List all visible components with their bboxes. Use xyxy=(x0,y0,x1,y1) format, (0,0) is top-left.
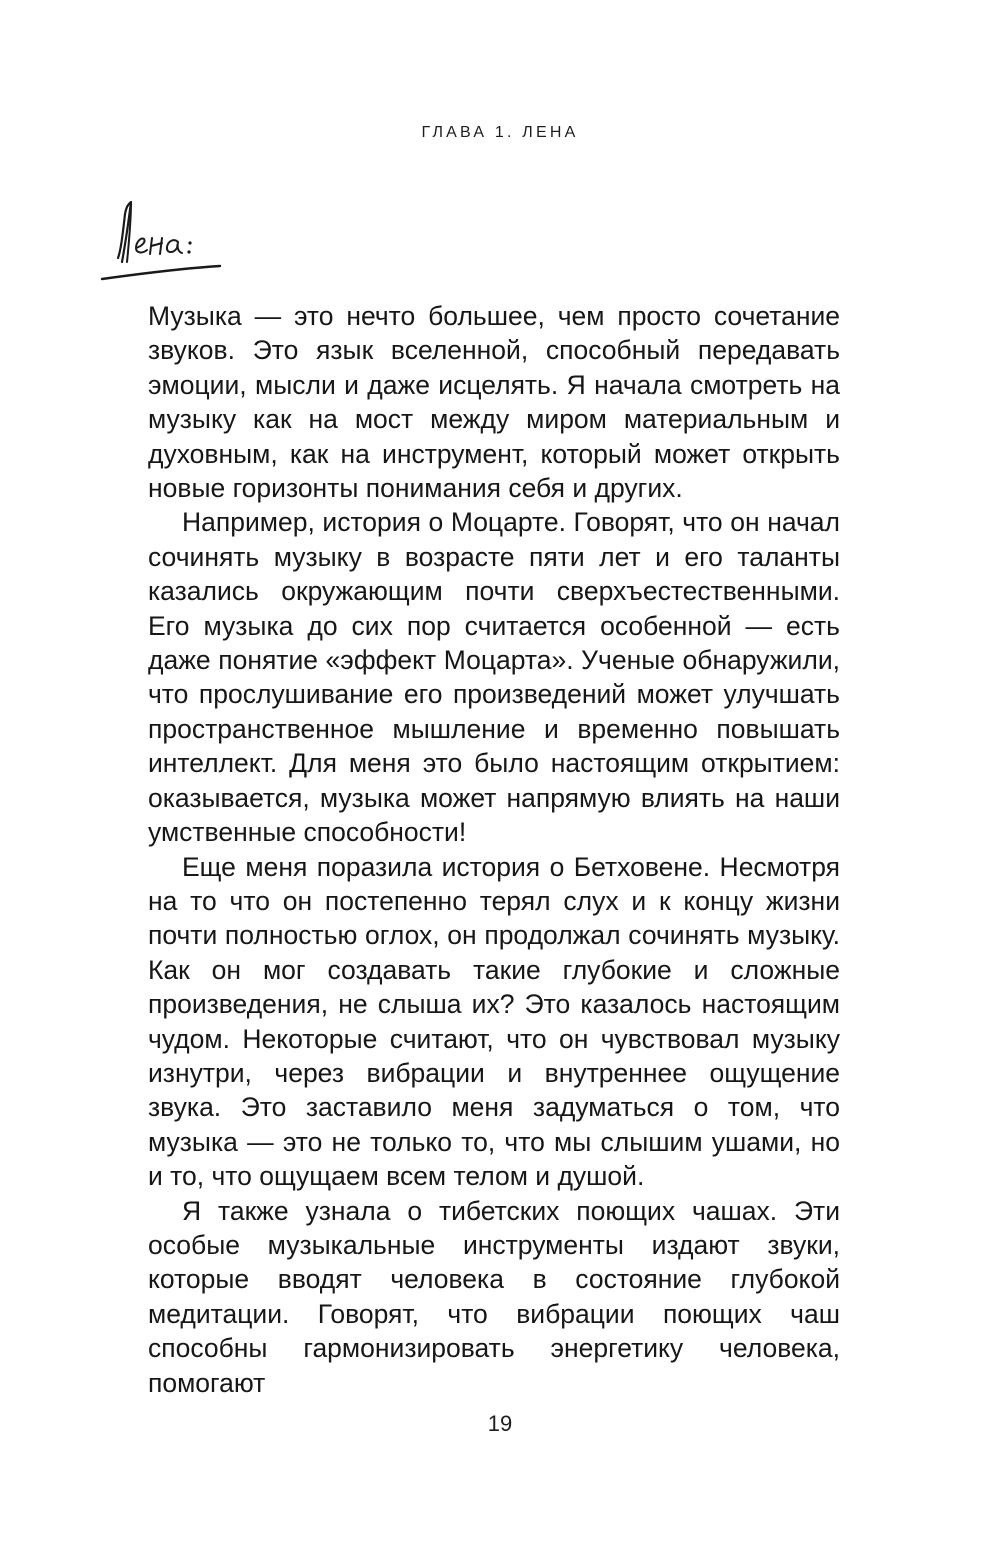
page-number: 19 xyxy=(487,1411,513,1436)
handwritten-signature xyxy=(98,196,233,286)
paragraph: Я также узнала о тибетских поющих чашах. Эти особые музыкальные инструменты издают звуки, которые вводят человека в состояние глубокой медитации. Говорят, что вибрации поющих чаш способны гармонизировать энергетику человека, помогают xyxy=(148,1195,840,1398)
body-text xyxy=(148,299,840,1400)
paragraph: Еще меня поразила история о Бетховене. Несмотря на то что он постепенно терял слух и к концу жизни почти полностью оглох, он продолжал сочинять музыку. Как он мог создавать такие глубокие и сложные произведения, не слыша их? Это казалось настоящим чудом. Некоторые считают, что он чувствовал музыку изнутри, через вибрации и внутреннее ощущение звука. Это заставило меня задуматься о том, что музыка — это не только то, что мы слышим ушами, но и то, что ощущаем всем телом и душой. xyxy=(148,851,840,1192)
paragraph: Музыка — это нечто большее, чем просто сочетание звуков. Это язык вселенной, способный передавать эмоции, мысли и даже исцелять. Я начала смотреть на музыку как на мост между миром материальным и духовным, как на инструмент, который может открыть новые горизонты понимания себя и других. xyxy=(148,301,840,504)
running-head: ГЛАВА 1. ЛЕНА xyxy=(421,124,579,141)
paragraph: Например, история о Моцарте. Говорят, что он начал сочинять музыку в возрасте пяти лет и его таланты казались окружающим почти сверхъестественными. Его музыка до сих пор считается особенной — есть даже понятие «эффект Моцарта». Ученые обнаружили, что прослушивание его произведений может улучшать пространственное мышление и временно повышать интеллект. Для меня это было настоящим открытием: оказывается, музыка может напрямую влиять на наши умственные способности! xyxy=(148,507,840,848)
